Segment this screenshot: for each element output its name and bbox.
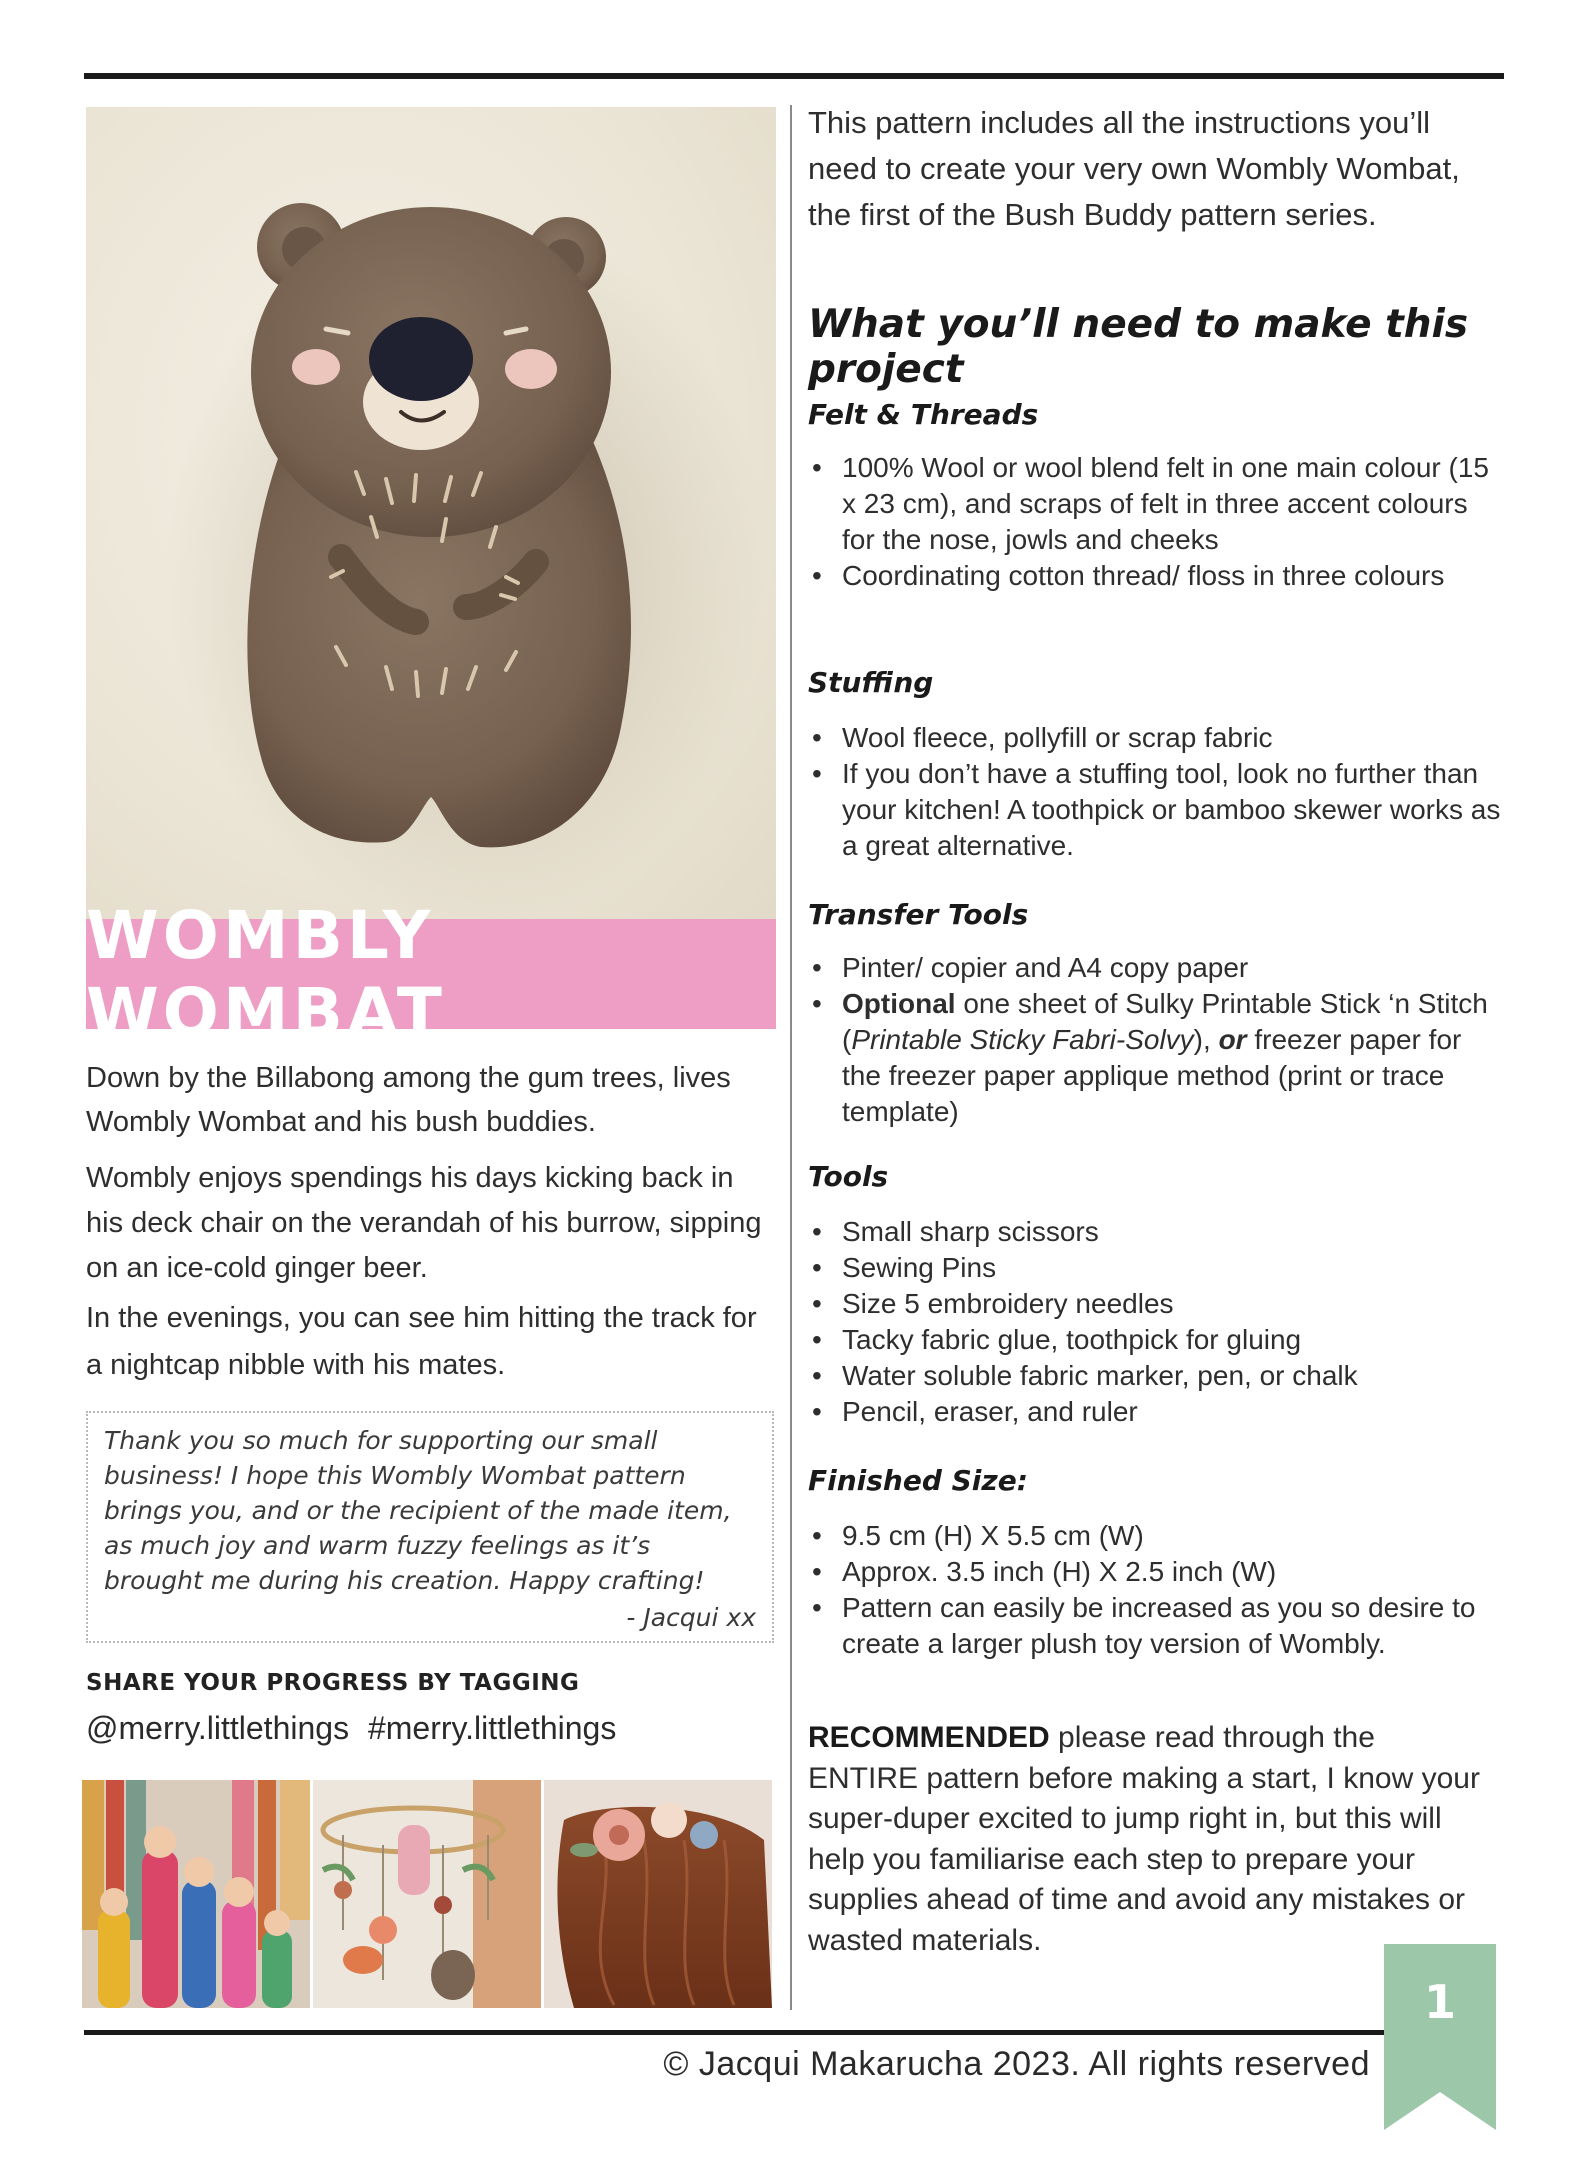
recommended-label: RECOMMENDED: [808, 1721, 1050, 1754]
list-item: • Pinter/ copier and A4 copy paper: [808, 950, 1508, 986]
story-block: [86, 1056, 776, 1389]
peg-dolls-photo: [82, 1780, 310, 2008]
pattern-title: WOMBLY WOMBAT: [86, 897, 446, 1051]
list-item: • Water soluble fabric marker, pen, or chalk: [808, 1358, 1508, 1394]
list-item: • Size 5 embroidery needles: [808, 1286, 1508, 1322]
recommended-note: [808, 1718, 1488, 1961]
list-item: • Wool fleece, pollyfill or scrap fabric: [808, 720, 1508, 756]
optional-text-a: one sheet of Sulky Printable Stick ‘n Stitch (: [842, 988, 1488, 1055]
optional-text-c: freezer paper for the freezer paper applique method (print or trace template): [842, 1024, 1462, 1127]
list-item: • Pencil, eraser, and ruler: [808, 1394, 1508, 1430]
signature: - Jacqui xx: [626, 1603, 756, 1632]
story-paragraph-2: Wombly enjoys spendings his days kicking back in his deck chair on the verandah of his burrow, sipping on an ice-cold ginger beer.: [86, 1162, 762, 1284]
intro-paragraph: This pattern includes all the instructions you’ll need to create your very own Wombly Wombat, the first of the Bush Buddy pattern series.: [808, 105, 1460, 232]
or-label: or: [1218, 1024, 1247, 1055]
page-number: 1: [1423, 1975, 1456, 2029]
story-paragraph-3: In the evenings, you can see him hitting the track for a nightcap nibble with his mates.: [86, 1302, 757, 1381]
thank-you-text: Thank you so much for supporting our small business! I hope this Wombly Wombat pattern brings you, and or the recipient of the made item, as much joy and warm fuzzy feelings as it’s brought me during his creation. Happy crafting!: [104, 1426, 732, 1595]
finished-size-heading: Finished Size:: [808, 1464, 1028, 1497]
felt-mobile-photo: [313, 1780, 541, 2008]
column-divider: [790, 105, 792, 2010]
felt-threads-list: [808, 450, 1508, 594]
list-item: • Coordinating cotton thread/ floss in three colours: [808, 558, 1508, 594]
page-ribbon: [1384, 1944, 1496, 2130]
list-item: • Sewing Pins: [808, 1250, 1508, 1286]
flower-hairpiece-photo: [544, 1780, 772, 2008]
list-item: • Pattern can easily be increased as you so desire to create a larger plush toy version of Wombly.: [808, 1590, 1508, 1662]
recommended-text: please read through the ENTIRE pattern before making a start, I know your super-duper excited to jump right in, but this will help you familiarise each step to prepare your supplies ahead of time and avoid any mistakes or wasted materials.: [808, 1721, 1480, 1957]
story-paragraph-1: Down by the Billabong among the gum trees, lives Wombly Wombat and his bush buddies.: [86, 1062, 731, 1138]
requirements-heading: What you’ll need to make this project: [808, 302, 1469, 392]
thank-you-note: [86, 1411, 774, 1643]
tools-heading: Tools: [808, 1160, 889, 1193]
copyright: © Jacqui Makarucha 2023. All rights reserved: [663, 2045, 1370, 2083]
transfer-tools-heading: Transfer Tools: [808, 898, 1029, 931]
felt-threads-heading: Felt & Threads: [808, 398, 1039, 431]
tools-list: [808, 1214, 1508, 1430]
product-name: Printable Sticky Fabri-Solvy: [851, 1024, 1194, 1055]
list-item: • If you don’t have a stuffing tool, look no further than your kitchen! A toothpick or bamboo skewer works as a great alternative.: [808, 756, 1508, 864]
list-item: • Tacky fabric glue, toothpick for gluing: [808, 1322, 1508, 1358]
felt-wombat-photo: [86, 107, 776, 919]
title-banner: [86, 897, 776, 1051]
finished-size-list: [808, 1518, 1508, 1662]
list-item: • Small sharp scissors: [808, 1214, 1508, 1250]
list-item: [808, 986, 1508, 1130]
list-item: • Approx. 3.5 inch (H) X 2.5 inch (W): [808, 1554, 1508, 1590]
transfer-tools-list: [808, 950, 1508, 1130]
optional-text-b: ),: [1193, 1024, 1219, 1055]
top-rule: [84, 73, 1504, 79]
share-heading: SHARE YOUR PROGRESS BY TAGGING: [86, 1670, 580, 1696]
list-item: • 100% Wool or wool blend felt in one main colour (15 x 23 cm), and scraps of felt in three accent colours for the nose, jowls and cheeks: [808, 450, 1508, 558]
list-item: • 9.5 cm (H) X 5.5 cm (W): [808, 1518, 1508, 1554]
stuffing-list: [808, 720, 1508, 864]
stuffing-heading: Stuffing: [808, 666, 934, 699]
social-tags[interactable]: @merry.littlethings #merry.littlethings: [86, 1710, 617, 1746]
bottom-rule: [84, 2030, 1384, 2035]
optional-label: Optional: [842, 988, 956, 1019]
